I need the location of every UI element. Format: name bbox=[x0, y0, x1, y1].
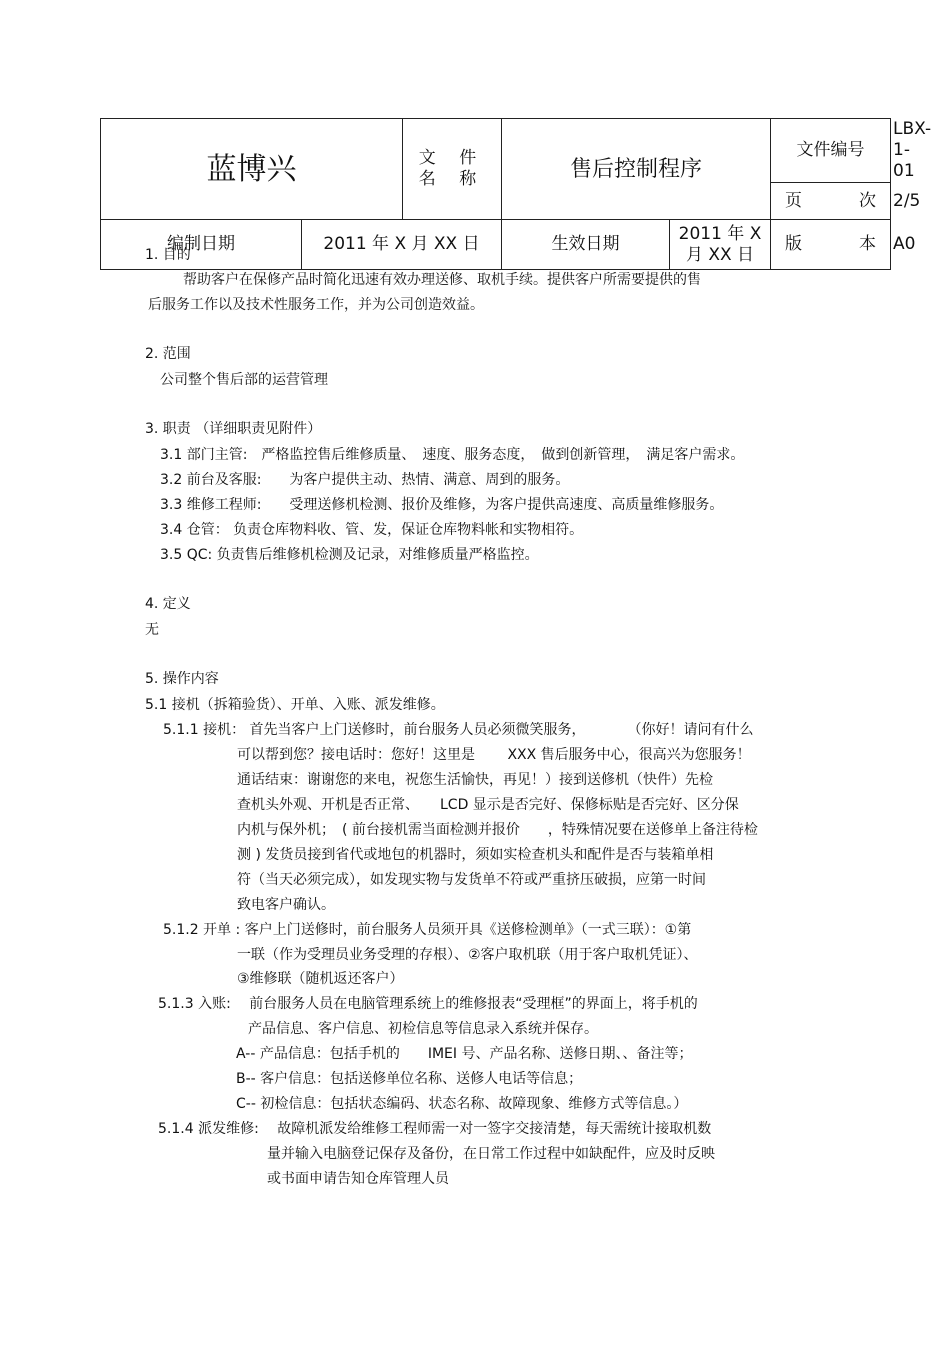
operation-5-1-1-line-1: 5.1.1 接机： 首先当客户上门送修时，前台服务人员必须微笑服务， （你好！请问有什么 bbox=[163, 722, 754, 738]
duty-3-4: 3.4 仓管： 负责仓库物料收、管、发，保证仓库物料帐和实物相符。 bbox=[160, 522, 584, 538]
definition-text: 无 bbox=[145, 622, 159, 638]
section-heading-operations: 5. 操作内容 bbox=[145, 671, 219, 687]
section-heading-definition: 4. 定义 bbox=[145, 596, 191, 612]
effective-date-label: 生效日期 bbox=[502, 220, 670, 270]
operation-5-1-1-line-8: 致电客户确认。 bbox=[237, 897, 335, 913]
operation-5-1-3-line-2: 产品信息、客户信息、初检信息等信息录入系统并保存。 bbox=[248, 1021, 598, 1037]
operation-5-1: 5.1 接机（拆箱验货）、开单、入账、派发维修。 bbox=[145, 697, 445, 713]
file-name-label bbox=[403, 119, 502, 220]
operation-5-1-1-line-7: 符（当天必须完成），如发现实物与发货单不符或严重挤压破损，应第一时间 bbox=[237, 872, 706, 888]
operation-5-1-2-line-3: ③维修联（随机返还客户） bbox=[237, 971, 404, 987]
duty-3-2: 3.2 前台及客服: 为客户提供主动、热情、满意、周到的服务。 bbox=[160, 472, 570, 488]
duty-3-5: 3.5 QC: 负责售后维修机检测及记录，对维修质量严格监控。 bbox=[160, 547, 539, 563]
operation-5-1-2-line-1: 5.1.2 开单 : 客户上门送修时，前台服务人员须开具《送修检测单》（一式三联）：①第 bbox=[163, 922, 692, 938]
section-heading-purpose: 1. 目的 bbox=[145, 247, 191, 263]
scope-text: 公司整个售后部的运营管理 bbox=[160, 372, 328, 388]
section-heading-scope: 2. 范围 bbox=[145, 346, 191, 362]
operation-5-1-1-line-3: 通话结束：谢谢您的来电，祝您生活愉快，再见！）接到送修机（快件）先检 bbox=[237, 772, 713, 788]
operation-5-1-1-line-2: 可以帮到您？接电话时：您好！这里是 XXX 售后服务中心，很高兴为您服务！ bbox=[237, 747, 751, 763]
operation-5-1-1-line-4: 查机头外观、开机是否正常、 LCD 显示是否完好、保修标贴是否完好、区分保 bbox=[237, 797, 739, 813]
file-name-label-line-2: 名 称 bbox=[418, 169, 486, 189]
operation-5-1-1-line-5: 内机与保外机； ( 前台接机需当面检测并报价 ，特殊情况要在送修单上备注待检 bbox=[237, 822, 758, 838]
operation-5-1-3-item-c: C-- 初检信息：包括状态编码、状态名称、故障现象、维修方式等信息。） bbox=[236, 1096, 688, 1112]
purpose-text-line-1: 帮助客户在保修产品时简化迅速有效办理送修、取机手续。提供客户所需要提供的售 bbox=[183, 272, 701, 288]
purpose-text-line-2: 后服务工作以及技术性服务工作，并为公司创造效益。 bbox=[148, 297, 484, 313]
operation-5-1-3-item-b: B-- 客户信息：包括送修单位名称、送修人电话等信息； bbox=[236, 1071, 583, 1087]
compile-date: 2011 年 X 月 XX 日 bbox=[302, 220, 502, 270]
page-label: 页 次 bbox=[771, 183, 891, 220]
file-name-label-line-1: 文 件 bbox=[418, 148, 486, 168]
document-header-table: 蓝博兴 文 件 名 称 售后控制程序 文件编号 LBX-1-01 页 次 2/5 编制日期 2011 年 X 月 XX 日 生效日期 2011 年 X 月 XX 日 版 本 A0 bbox=[100, 118, 891, 270]
duty-3-3: 3.3 维修工程师: 受理送修机检测、报价及维修，为客户提供高速度、高质量维修服务。 bbox=[160, 497, 724, 513]
operation-5-1-3-item-a: A-- 产品信息：包括手机的 IMEI 号、产品名称、送修日期、、备注等； bbox=[236, 1046, 693, 1062]
company-name: 蓝博兴 bbox=[101, 119, 403, 220]
compile-date-label: 编制日期 bbox=[101, 220, 302, 270]
version-label: 版 本 bbox=[771, 220, 891, 270]
operation-5-1-3-line-1: 5.1.3 入账: 前台服务人员在电脑管理系统上的维修报表“受理框”的界面上，将手机的 bbox=[158, 996, 698, 1012]
duty-3-1: 3.1 部门主管: 严格监控售后维修质量、 速度、服务态度， 做到创新管理， 满足客户需求。 bbox=[160, 447, 745, 463]
operation-5-1-1-line-6: 测 ) 发货员接到省代或地包的机器时，须如实检查机头和配件是否与装箱单相 bbox=[237, 847, 714, 863]
operation-5-1-4-line-1: 5.1.4 派发维修: 故障机派发给维修工程师需一对一签字交接清楚，每天需统计接取机数 bbox=[158, 1121, 712, 1137]
effective-date: 2011 年 X 月 XX 日 bbox=[670, 220, 771, 270]
operation-5-1-2-line-2: 一联（作为受理员业务受理的存根）、②客户取机联（用于客户取机凭证）、 bbox=[237, 947, 698, 963]
operation-5-1-4-line-2: 量并输入电脑登记保存及备份，在日常工作过程中如缺配件，应及时反映 bbox=[267, 1146, 715, 1162]
operation-5-1-4-line-3: 或书面申请告知仓库管理人员 bbox=[267, 1171, 449, 1187]
file-title: 售后控制程序 bbox=[502, 119, 771, 220]
doc-no-label: 文件编号 bbox=[771, 119, 891, 183]
section-heading-duties: 3. 职责 （详细职责见附件） bbox=[145, 421, 322, 437]
